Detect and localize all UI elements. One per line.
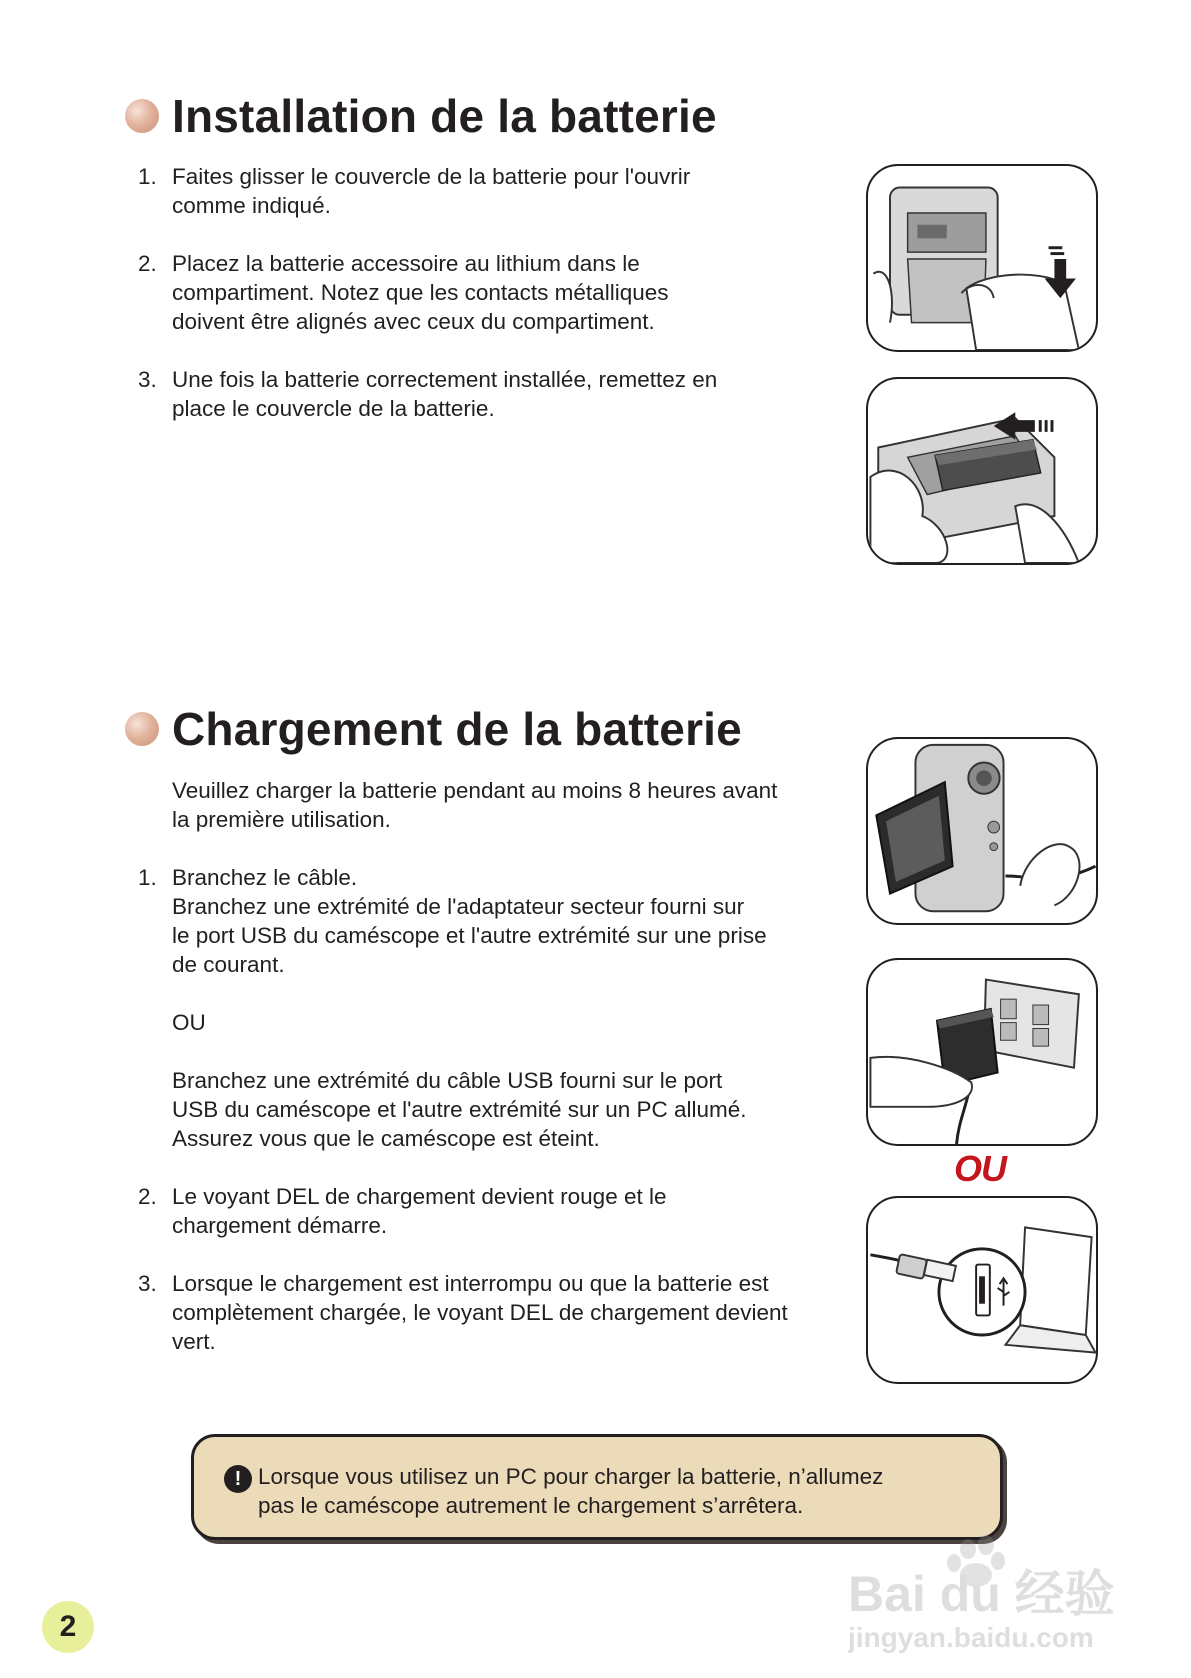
or-label: OU	[954, 1148, 1006, 1189]
heading-bullet-icon	[125, 712, 159, 746]
section-title-chargement: Chargement de la batterie	[172, 703, 742, 755]
svg-text:Bai du 经验: Bai du 经验	[848, 1566, 1115, 1622]
charging-warning-note: ! Lorsque vous utilisez un PC pour charger la batterie, n’allumez pas le caméscope autrement le chargement s’arrêtera.	[191, 1434, 1003, 1540]
figure-insert-battery	[866, 377, 1098, 565]
installation-steps	[138, 162, 838, 432]
camera-cover-illustration	[868, 166, 1096, 350]
battery-insert-illustration	[868, 379, 1096, 563]
baidu-watermark	[848, 1535, 1148, 1655]
page-number: 2	[42, 1601, 94, 1653]
baidu-paw-logo-icon	[848, 1535, 1148, 1655]
list-item: 3. Lorsque le chargement est interrompu ou que la batterie est complètement chargée, le voyant DEL de chargement devient vert.	[138, 1271, 788, 1354]
wall-adapter-illustration	[868, 960, 1096, 1144]
figure-camcorder-cable	[866, 737, 1098, 925]
list-item: 3. Une fois la batterie correctement installée, remettez en place le couvercle de la batterie.	[138, 367, 718, 421]
list-item: 1. Faites glisser le couvercle de la batterie pour l'ouvrir comme indiqué.	[138, 164, 691, 218]
usb-laptop-illustration	[868, 1198, 1096, 1382]
warning-icon: !	[224, 1465, 252, 1493]
section-title-installation: Installation de la batterie	[172, 90, 717, 142]
heading-bullet-icon	[125, 99, 159, 133]
intro-paragraph: Veuillez charger la batterie pendant au moins 8 heures avant la première utilisation.	[172, 778, 778, 832]
figure-open-battery-cover	[866, 164, 1098, 352]
figure-wall-adapter	[866, 958, 1098, 1146]
list-item: 1. Branchez le câble. Branchez une extrémité de l'adaptateur secteur fourni sur le port USB du caméscope et l'autre extrémité sur une prise de courant. OU Branchez une extrémité du câble USB fourni sur le port USB du caméscope et l'autre extrémité sur un PC allumé. Assurez vous que le caméscope est éteint.	[138, 865, 767, 1151]
list-item: 2. Placez la batterie accessoire au lithium dans le compartiment. Notez que les contacts métalliques doivent être alignés avec ceux du compartiment.	[138, 251, 669, 334]
list-item: 2. Le voyant DEL de chargement devient rouge et le chargement démarre.	[138, 1184, 667, 1238]
camcorder-illustration	[868, 739, 1096, 923]
charging-content	[138, 776, 858, 1356]
figure-usb-laptop	[866, 1196, 1098, 1384]
svg-text:jingyan.baidu.com: jingyan.baidu.com	[848, 1622, 1094, 1653]
